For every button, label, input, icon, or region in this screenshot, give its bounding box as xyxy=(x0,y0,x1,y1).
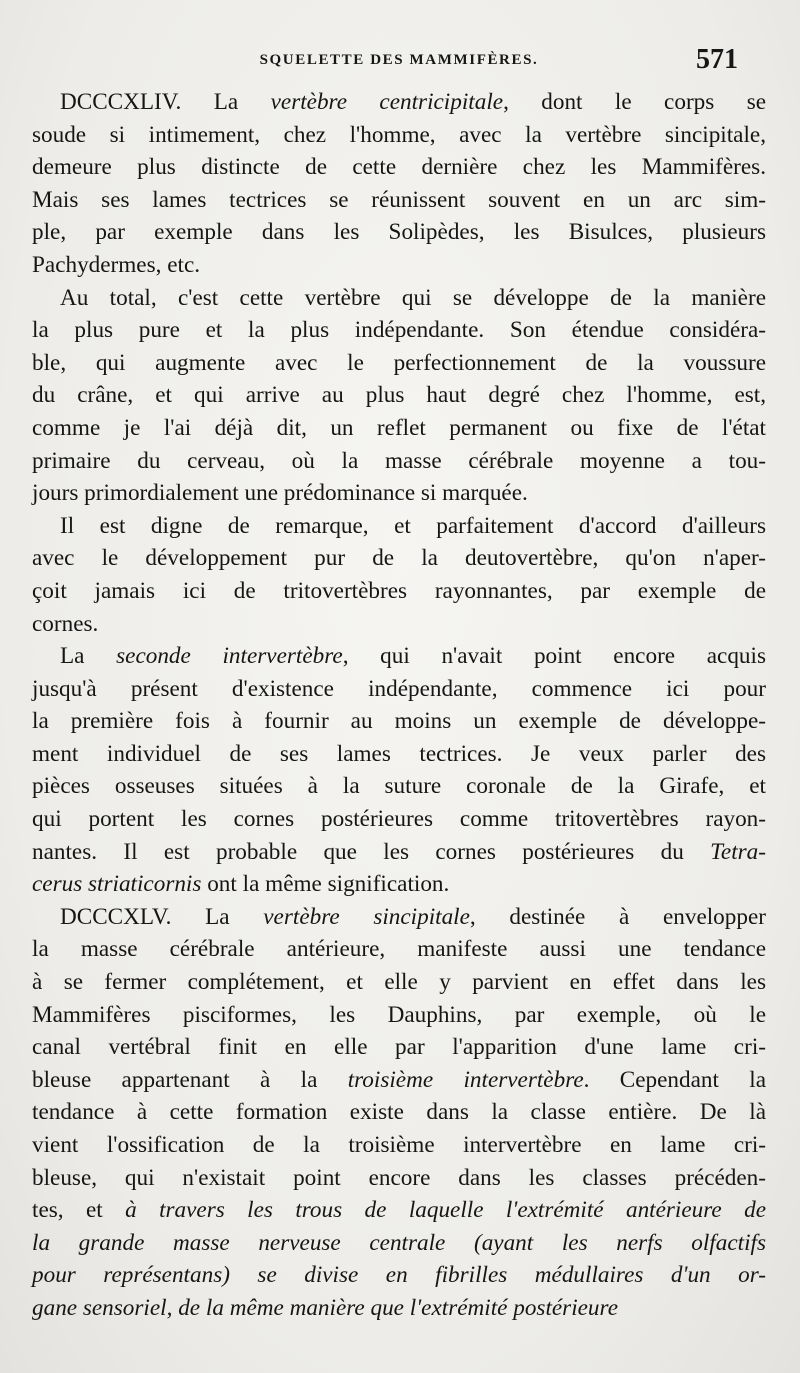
text-line: cornes. xyxy=(32,610,99,637)
page-header xyxy=(32,44,766,86)
paragraph xyxy=(32,282,766,510)
text-line: comme je l'ai déjà dit, un reflet permanent ou fixe de l'état xyxy=(32,414,766,441)
text-line: Il est digne de remarque, et parfaitement d'accord d'ailleurs xyxy=(60,512,766,539)
text-line: çoit jamais ici de tritovertèbres rayonnantes, par exemple de xyxy=(32,577,766,604)
text-line: du crâne, et qui arrive au plus haut degré chez l'homme, est, xyxy=(32,382,766,409)
text-line: la masse cérébrale antérieure, manifeste aussi une tendance xyxy=(32,936,766,963)
text-line: la grande masse nerveuse centrale (ayant les nerfs olfactifs xyxy=(32,1229,766,1256)
text-line: ble, qui augmente avec le perfectionnement de la voussure xyxy=(32,349,766,376)
text-line: Au total, c'est cette vertèbre qui se développe de la manière xyxy=(60,284,766,311)
text-line: tendance à cette formation existe dans la classe entière. De là xyxy=(32,1099,766,1126)
running-head: SQUELETTE DES MAMMIFÈRES. xyxy=(259,52,539,68)
text-line: bleuse, qui n'existait point encore dans les classes précéden- xyxy=(32,1164,766,1191)
text-line: cerus striaticornis ont la même signification. xyxy=(32,871,450,898)
text-line: Mammifères pisciformes, les Dauphins, par exemple, où le xyxy=(32,1001,766,1028)
text-line: avec le développement pur de la deutovertèbre, qu'on n'aper- xyxy=(32,545,766,572)
text-line: La seconde intervertèbre, qui n'avait point encore acquis xyxy=(60,643,766,670)
page-number: 571 xyxy=(696,44,738,75)
text-line: jusqu'à présent d'existence indépendante, commence ici pour xyxy=(32,675,766,702)
text-line: soude si intimement, chez l'homme, avec la vertèbre sincipitale, xyxy=(32,121,766,148)
text-line: canal vertébral finit en elle par l'apparition d'une lame cri- xyxy=(32,1034,766,1061)
text-line: Mais ses lames tectrices se réunissent souvent en un arc sim- xyxy=(32,186,766,213)
body-text xyxy=(32,86,766,1325)
text-line: tes, et à travers les trous de laquelle l'extrémité antérieure de xyxy=(32,1197,766,1224)
paragraph xyxy=(32,510,766,640)
text-line: pour représentans) se divise en fibrilles médullaires d'un or- xyxy=(32,1262,766,1289)
text-line: primaire du cerveau, où la masse cérébrale moyenne a tou- xyxy=(32,447,766,474)
text-line: qui portent les cornes postérieures comme tritovertèbres rayon- xyxy=(32,806,766,833)
text-line: la plus pure et la plus indépendante. Son étendue considéra- xyxy=(32,317,766,344)
text-line: nantes. Il est probable que les cornes postérieures du Tetra- xyxy=(32,838,766,865)
text-line: jours primordialement une prédominance si marquée. xyxy=(32,480,528,507)
text-line: Pachydermes, etc. xyxy=(32,251,201,278)
text-line: gane sensoriel, de la même manière que l'extrémité postérieure xyxy=(32,1294,618,1321)
text-line: ple, par exemple dans les Solipèdes, les Bisulces, plusieurs xyxy=(32,219,766,246)
paragraph xyxy=(32,86,766,282)
paragraph xyxy=(32,640,766,901)
text-line: la première fois à fournir au moins un exemple de développe- xyxy=(32,708,766,735)
text-line: à se fermer complétement, et elle y parvient en effet dans les xyxy=(32,969,766,996)
text-line: DCCCXLIV. La vertèbre centricipitale, dont le corps se xyxy=(60,89,767,115)
text-line: vient l'ossification de la troisième intervertèbre en lame cri- xyxy=(32,1132,766,1158)
text-line: DCCCXLV. La vertèbre sincipitale, destinée à envelopper xyxy=(60,903,766,930)
text-line: pièces osseuses situées à la suture coronale de la Girafe, et xyxy=(32,773,766,800)
paragraph xyxy=(32,901,766,1325)
text-line: ment individuel de ses lames tectrices. Je veux parler des xyxy=(32,740,766,767)
text-line: demeure plus distincte de cette dernière chez les Mammifères. xyxy=(32,154,766,181)
text-line: bleuse appartenant à la troisième intervertèbre. Cependant la xyxy=(32,1066,766,1093)
